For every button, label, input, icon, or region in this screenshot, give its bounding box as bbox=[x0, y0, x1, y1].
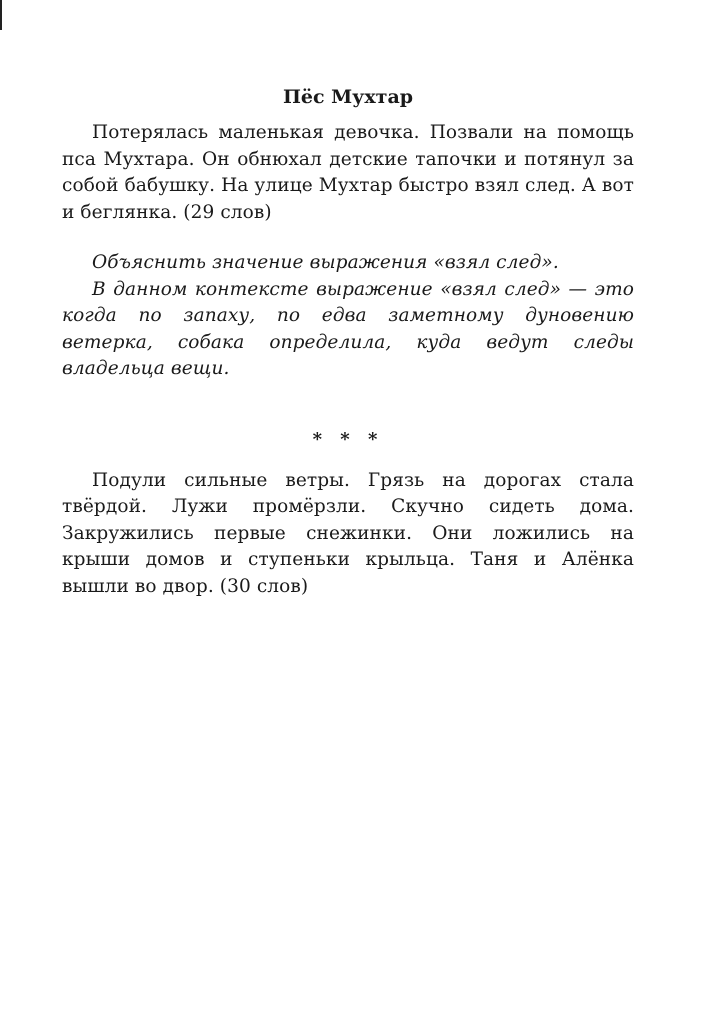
task-block bbox=[62, 250, 634, 383]
page-edge-mark bbox=[0, 0, 2, 30]
dictation-paragraph-2: Подули сильные ветры. Грязь на дорогах стала твёрдой. Лужи промёрзли. Скучно сидеть дома. Закружились первые снежинки. Они ложились на крыши домов и ступеньки крыльца. Таня и Алёнка вышли во двор. (30 слов) bbox=[62, 469, 634, 597]
text-title: Пёс Мухтар bbox=[282, 86, 414, 108]
task-answer: В данном контексте выражение «взял след» — это когда по запаху, по едва заметному дуновению ветерка, собака определила, куда ведут следы владельца вещи. bbox=[62, 278, 634, 379]
task-instruction: Объяснить значение выражения «взял след». bbox=[92, 252, 559, 273]
section-separator: * * * bbox=[312, 428, 384, 450]
dictation-paragraph-1: Потерялась маленькая девочка. Позвали на помощь пса Мухтара. Он обнюхал детские тапочки и потянул за собой бабушку. На улице Мухтар быстро взял след. А вот и беглянка. (29 слов) bbox=[62, 122, 634, 223]
document-page bbox=[62, 84, 634, 600]
